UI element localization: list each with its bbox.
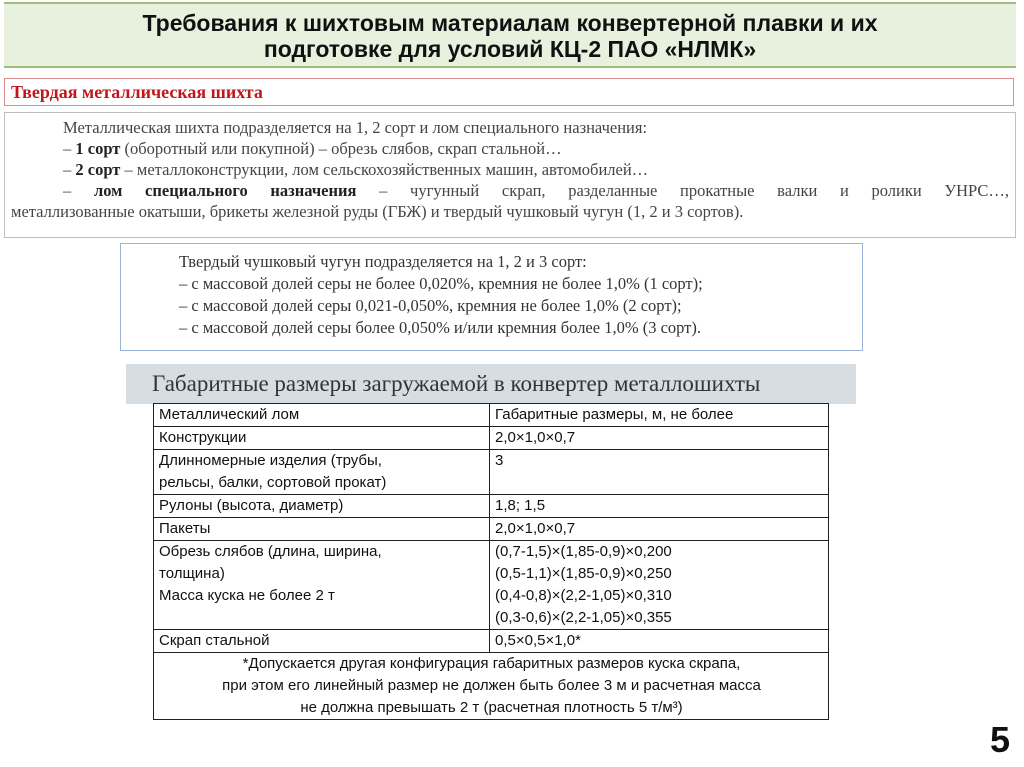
special-scrap-label: лом специального назначения — [93, 181, 357, 200]
dimensions-cell: (0,7-1,5)×(1,85-0,9)×0,200 (0,5-1,1)×(1,85-0,9)×0,250 (0,4-0,8)×(2,2-1,05)×0,310 (0,3-0,6)×(2,2-1,05)×0,355 — [490, 541, 829, 630]
scrap-type-cell: Рулоны (высота, диаметр) — [154, 495, 490, 518]
scrap-type-cell: Длинномерные изделия (трубы, рельсы, балки, сортовой прокат) — [154, 450, 490, 495]
header-cell-dimensions: Габаритные размеры, м, не более — [490, 404, 829, 427]
table-note: *Допускается другая конфигурация габаритных размеров куска скрапа, при этом его линейный размер не должен быть более 3 м и расчетная масса не должна превышать 2 т (расчетная плотность 5 т/м³) — [154, 653, 829, 720]
special-scrap-continuation: металлизованные окатыши, брикеты железной руды (ГБЖ) и твердый чушковый чугун (1, 2 и 3 сортов). — [11, 202, 744, 221]
page-number: 5 — [989, 719, 1010, 760]
pig-iron-grade-2: – с массовой долей серы 0,021-0,050%, кремния не более 1,0% (2 сорт); — [179, 296, 682, 315]
table-row — [154, 630, 829, 653]
dimensions-cell: 2,0×1,0×0,7 — [490, 518, 829, 541]
dimensions-cell: 3 — [490, 450, 829, 495]
table-row — [154, 518, 829, 541]
pig-iron-line: Твердый чушковый чугун подразделяется на 1, 2 и 3 сорт: — [179, 252, 587, 271]
dimensions-cell: 1,8; 1,5 — [490, 495, 829, 518]
table-title: Габаритные размеры загружаемой в конвертер металлошихты — [126, 364, 856, 404]
scrap-type-cell: Пакеты — [154, 518, 490, 541]
grade-1-item: – 1 сорт (оборотный или покупной) – обрезь слябов, скрап стальной… — [63, 139, 562, 158]
dimensions-cell: 0,5×0,5×1,0* — [490, 630, 829, 653]
slide-header — [4, 2, 1016, 68]
header-cell-scrap: Металлический лом — [154, 404, 490, 427]
grade-2-item: – 2 сорт – металлоконструкции, лом сельскохозяйственных машин, автомобилей… — [63, 160, 649, 179]
special-scrap-item: – лом специального назначения – чугунный скрап, разделанные прокатные валки и ролики УНРС…, — [63, 181, 1009, 200]
scrap-type-cell: Обрезь слябов (длина, ширина, толщина) Масса куска не более 2 т — [154, 541, 490, 630]
scrap-type-cell: Скрап стальной — [154, 630, 490, 653]
intro-line: Металлическая шихта подразделяется на 1, 2 сорт и лом специального назначения: — [63, 118, 648, 137]
table-row — [154, 450, 829, 495]
section-title: Твердая металлическая шихта — [4, 78, 1014, 106]
grade-2-label: 2 сорт — [75, 160, 121, 179]
dimensions-table — [153, 403, 829, 720]
charge-classification-text — [4, 112, 1016, 238]
table-note-row — [154, 653, 829, 720]
grade-1-label: 1 сорт — [75, 139, 121, 158]
slide-title-line-2: подготовке для условий КЦ-2 ПАО «НЛМК» — [263, 36, 757, 62]
pig-iron-grades-box — [120, 243, 863, 351]
pig-iron-grade-1: – с массовой долей серы не более 0,020%, кремния не более 1,0% (1 сорт); — [179, 274, 703, 293]
table-row — [154, 541, 829, 630]
pig-iron-grade-3: – с массовой долей серы более 0,050% и/или кремния более 1,0% (3 сорт). — [179, 318, 702, 337]
dimensions-cell: 2,0×1,0×0,7 — [490, 427, 829, 450]
table-row — [154, 427, 829, 450]
slide-title-line-1: Требования к шихтовым материалам конвертерной плавки и их — [142, 10, 878, 36]
table-header-row — [154, 404, 829, 427]
scrap-type-cell: Конструкции — [154, 427, 490, 450]
table-row — [154, 495, 829, 518]
